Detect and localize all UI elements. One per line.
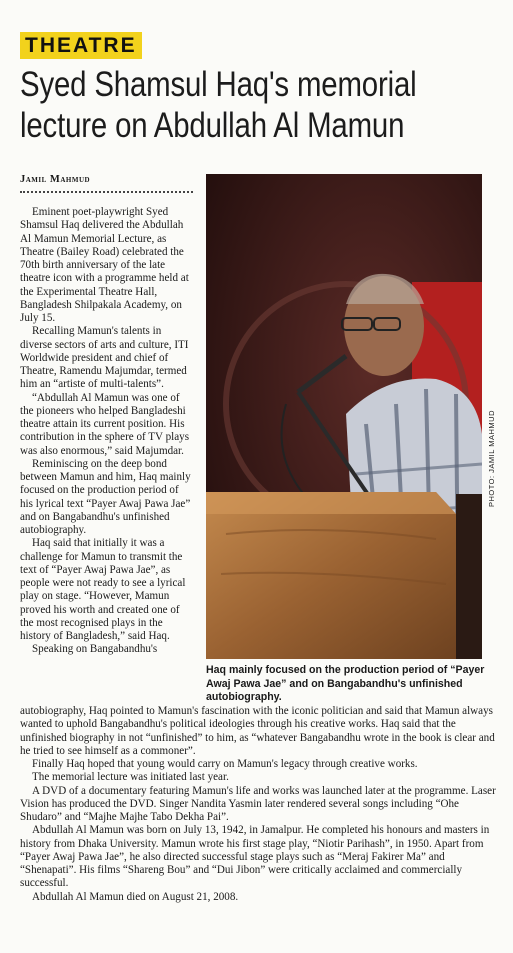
paragraph: Abdullah Al Mamun died on August 21, 2008. bbox=[32, 890, 239, 903]
article-continued bbox=[20, 705, 498, 904]
podium bbox=[206, 492, 456, 659]
paragraph: Reminiscing on the deep bond between Mamun and him, Haq mainly focused on the production period of his lyrical text “Payer Awaj Pawa Jae” and on Bangabandhu's unfinished autobiography. bbox=[20, 457, 191, 536]
paragraph: Eminent poet-playwright Syed Shamsul Haq delivered the Abdullah Al Mamun Memorial Lecture, as Theatre (Bailey Road) celebrated the 70th birth anniversary of the late theatre icon with a programme held at the Experimental Theatre Hall, Bangladesh Shilpakala Academy, on July 15. bbox=[20, 206, 189, 324]
paragraph: Recalling Mamun's talents in diverse sectors of arts and culture, ITI Worldwide president and chief of Theatre, Ramendu Majumdar, termed him an “artiste of multi-talents”. bbox=[20, 325, 189, 391]
article-photo bbox=[206, 174, 482, 659]
photo-credit: PHOTO: JAMIL MAHMUD bbox=[487, 410, 496, 508]
photo-caption: Haq mainly focused on the production period of “Payer Awaj Pawa Jae” and on Bangabandhu's unfinished autobiography. bbox=[206, 664, 485, 703]
headline-line-1: Syed Shamsul Haq's memorial bbox=[20, 65, 417, 104]
paragraph: The memorial lecture was initiated last year. bbox=[32, 771, 229, 784]
byline: Jamil Mahmud bbox=[20, 174, 91, 185]
paragraph: Finally Haq hoped that young would carry on Mamun's legacy through creative works. bbox=[32, 758, 418, 770]
section-label: THEATRE bbox=[20, 32, 142, 59]
headline bbox=[20, 64, 423, 146]
paragraph: autobiography, Haq pointed to Mamun's fascination with the iconic politician and said that Mamun always wanted to uphold Bangabandhu's political ideologies through his creative works. Haq said that the unfinished biography in not “unfinished” to him, as “whatever Bangabandhu wrote in the book is clear and he tried to see himself as a commoner”. bbox=[20, 705, 495, 757]
paragraph: Speaking on Bangabandhu's bbox=[32, 643, 158, 656]
byline-divider bbox=[20, 191, 193, 193]
paragraph: Abdullah Al Mamun was born on July 13, 1942, in Jamalpur. He completed his honours and masters in history from Dhaka University. Mamun wrote his first stage play, “Niotir Parihash”, in 1950. Apart from “Payer Awaj Pawa Jae”, he also directed successful stage plays such as “Meraj Fakirer Ma” and “Shenapati”. His films “Shareng Bou” and “Dui Jibon” were critically acclaimed and commercially successful. bbox=[20, 824, 490, 890]
paragraph: A DVD of a documentary featuring Mamun's life and works was launched later at the programme. Laser Vision has produced the DVD. Singer Nandita Yasmin later rendered several songs including “Ohe Shudaro” and “Majhe Majhe Tabo Dekha Pai”. bbox=[20, 784, 496, 823]
paragraph: Haq said that initially it was a challenge for Mamun to transmit the text of “Payer Awaj Pawa Jae”, as people were not ready to see a lyrical play on stage. “However, Mamun proved his worth and created one of the most recognised plays in the history of Bangladesh,” said Haq. bbox=[20, 537, 186, 642]
headline-line-2: lecture on Abdullah Al Mamun bbox=[20, 106, 405, 145]
paragraph: “Abdullah Al Mamun was one of the pioneers who helped Bangladeshi theatre attain its current position. His contribution in the sphere of TV plays was also enormous,” said Majumdar. bbox=[20, 391, 190, 457]
article-column bbox=[20, 206, 194, 657]
